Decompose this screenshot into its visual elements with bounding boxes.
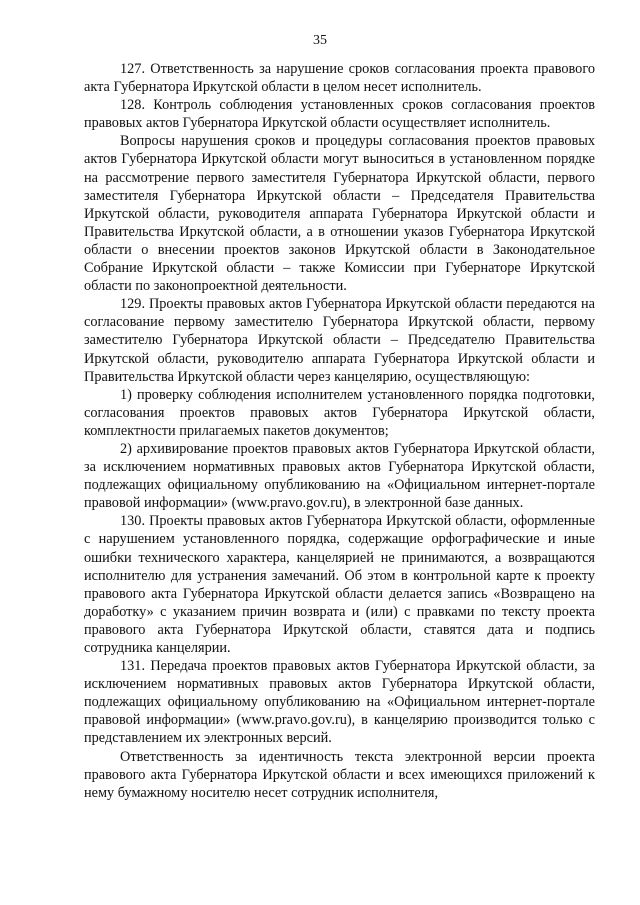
list-item-2: 2) архивирование проектов правовых актов Губернатора Иркутской области, за исключением нормативных правовых актов Губернатора Иркутской области, подлежащих официальному опубликованию на «Официальном интернет-портале правовой информации» (www.pravo.gov.ru), в электронной базе данных.: [84, 440, 595, 512]
list-item-1: 1) проверку соблюдения исполнителем установленного порядка подготовки, согласования проектов правовых актов Губернатора Иркутской области, комплектности прилагаемых пакетов документов;: [84, 386, 595, 439]
paragraph-129: 129. Проекты правовых актов Губернатора Иркутской области передаются на согласование первому заместителю Губернатора Иркутской области, первому заместителю Губернатора Иркутской области – Председателю Правительства Иркутской области, руководителю аппарата Губернатора Иркутской области и Правительства Иркутской области через канцелярию, осуществляющую:: [84, 296, 595, 385]
paragraph-127: 127. Ответственность за нарушение сроков согласования проекта правового акта Губернатора Иркутской области в целом несет исполнитель.: [84, 61, 595, 96]
paragraph-responsibility: Ответственность за идентичность текста электронной версии проекта правового акта Губернатора Иркутской области и всех имеющихся приложений к нему бумажному носителю несет сотрудник исполнителя,: [84, 748, 595, 801]
page-number: 35: [313, 33, 327, 48]
document-body: [84, 60, 595, 802]
paragraph-violations: Вопросы нарушения сроков и процедуры согласования проектов правовых актов Губернатора Иркутской области могут выноситься в установленном порядке на рассмотрение первого заместителя Губернатора Иркутской области, первого заместителя Губернатора Иркутской области – Председателя Правительства Иркутской области, руководителя аппарата Губернатора Иркутской области и Правительства Иркутской области, а в отношении указов Губернатора Иркутской области о внесении проектов законов Иркутской области в Законодательное Собрание Иркутской области – также Комиссии при Губернаторе Иркутской области по законопроектной деятельности.: [84, 133, 595, 295]
paragraph-130: 130. Проекты правовых актов Губернатора Иркутской области, оформленные с нарушением установленного порядка, содержащие орфографические и иные ошибки технического характера, канцелярией не принимаются, а возвращаются исполнителю для устранения замечаний. Об этом в контрольной карте к проекту правового акта Губернатора Иркутской области делается запись «Возвращено на доработку» с указанием причин возврата и (или) с правками по тексту проекта правового акта Губернатора Иркутской области, ставятся дата и подпись сотрудника канцелярии.: [84, 513, 595, 656]
paragraph-128: 128. Контроль соблюдения установленных сроков согласования проектов правовых актов Губернатора Иркутской области осуществляет исполнитель.: [84, 97, 595, 132]
paragraph-131: 131. Передача проектов правовых актов Губернатора Иркутской области, за исключением нормативных правовых актов Губернатора Иркутской области, подлежащих официальному опубликованию на «Официальном интернет-портале правовой информации» (www.pravo.gov.ru), в канцелярию производится только с представлением их электронных версий.: [84, 658, 595, 747]
